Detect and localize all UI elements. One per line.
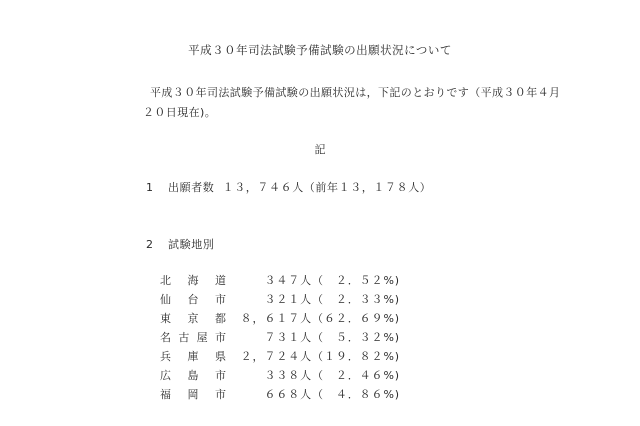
applicant-count: ８，６１７人 xyxy=(240,312,313,325)
location-table xyxy=(160,271,400,404)
location-name: 名 古 屋 市 xyxy=(160,331,226,344)
location-name: 福 岡 市 xyxy=(160,388,226,401)
section-number: 1 xyxy=(146,181,154,194)
applicant-percent: （ ４．８６%) xyxy=(312,388,400,401)
table-row xyxy=(160,347,400,366)
location-value xyxy=(264,271,400,290)
applicant-count: ３２１人 xyxy=(264,293,313,306)
location-value xyxy=(264,328,400,347)
applicant-count: ６６８人 xyxy=(264,388,313,401)
location-name: 東 京 都 xyxy=(160,312,226,325)
location-value xyxy=(264,366,400,385)
applicant-count: ７３１人 xyxy=(264,331,313,344)
table-row xyxy=(160,271,400,290)
table-row xyxy=(160,290,400,309)
section-applicants xyxy=(146,179,431,195)
section-label: 出願者数 xyxy=(168,181,215,194)
applicant-count: ３３８人 xyxy=(264,369,313,382)
applicant-percent: （１９．８２%) xyxy=(312,350,400,363)
location-name: 北 海 道 xyxy=(160,274,226,287)
location-value xyxy=(264,385,400,404)
location-name: 仙 台 市 xyxy=(160,293,226,306)
intro-paragraph-line-1: 平成３０年司法試験予備試験の出願状況は，下記のとおりです（平成３０年４月 xyxy=(150,86,561,99)
table-row xyxy=(160,309,400,328)
applicant-count: １３，７４６人（前年１３，１７８人） xyxy=(222,181,432,194)
applicant-percent: （ ２．５２%) xyxy=(312,274,400,287)
ki-heading: 記 xyxy=(314,143,326,156)
applicant-percent: （６２．６９%) xyxy=(312,312,400,325)
applicant-percent: （ ２．３３%) xyxy=(312,293,400,306)
applicant-count: ３４７人 xyxy=(264,274,313,287)
table-row xyxy=(160,328,400,347)
table-row xyxy=(160,385,400,404)
applicant-percent: （ ２．４６%) xyxy=(312,369,400,382)
intro-paragraph-line-2: ２０日現在)。 xyxy=(143,106,217,119)
applicant-count: ２，７２４人 xyxy=(240,350,313,363)
location-value xyxy=(241,347,400,366)
location-value xyxy=(241,309,400,328)
location-name: 広 島 市 xyxy=(160,369,226,382)
table-row xyxy=(160,366,400,385)
section-number: 2 xyxy=(146,238,154,251)
applicant-percent: （ ５．３２%) xyxy=(312,331,400,344)
document-title: 平成３０年司法試験予備試験の出願状況について xyxy=(188,43,452,57)
location-value xyxy=(264,290,400,309)
section-label: 試験地別 xyxy=(168,238,215,251)
section-by-location xyxy=(146,236,214,252)
location-name: 兵 庫 県 xyxy=(160,350,226,363)
